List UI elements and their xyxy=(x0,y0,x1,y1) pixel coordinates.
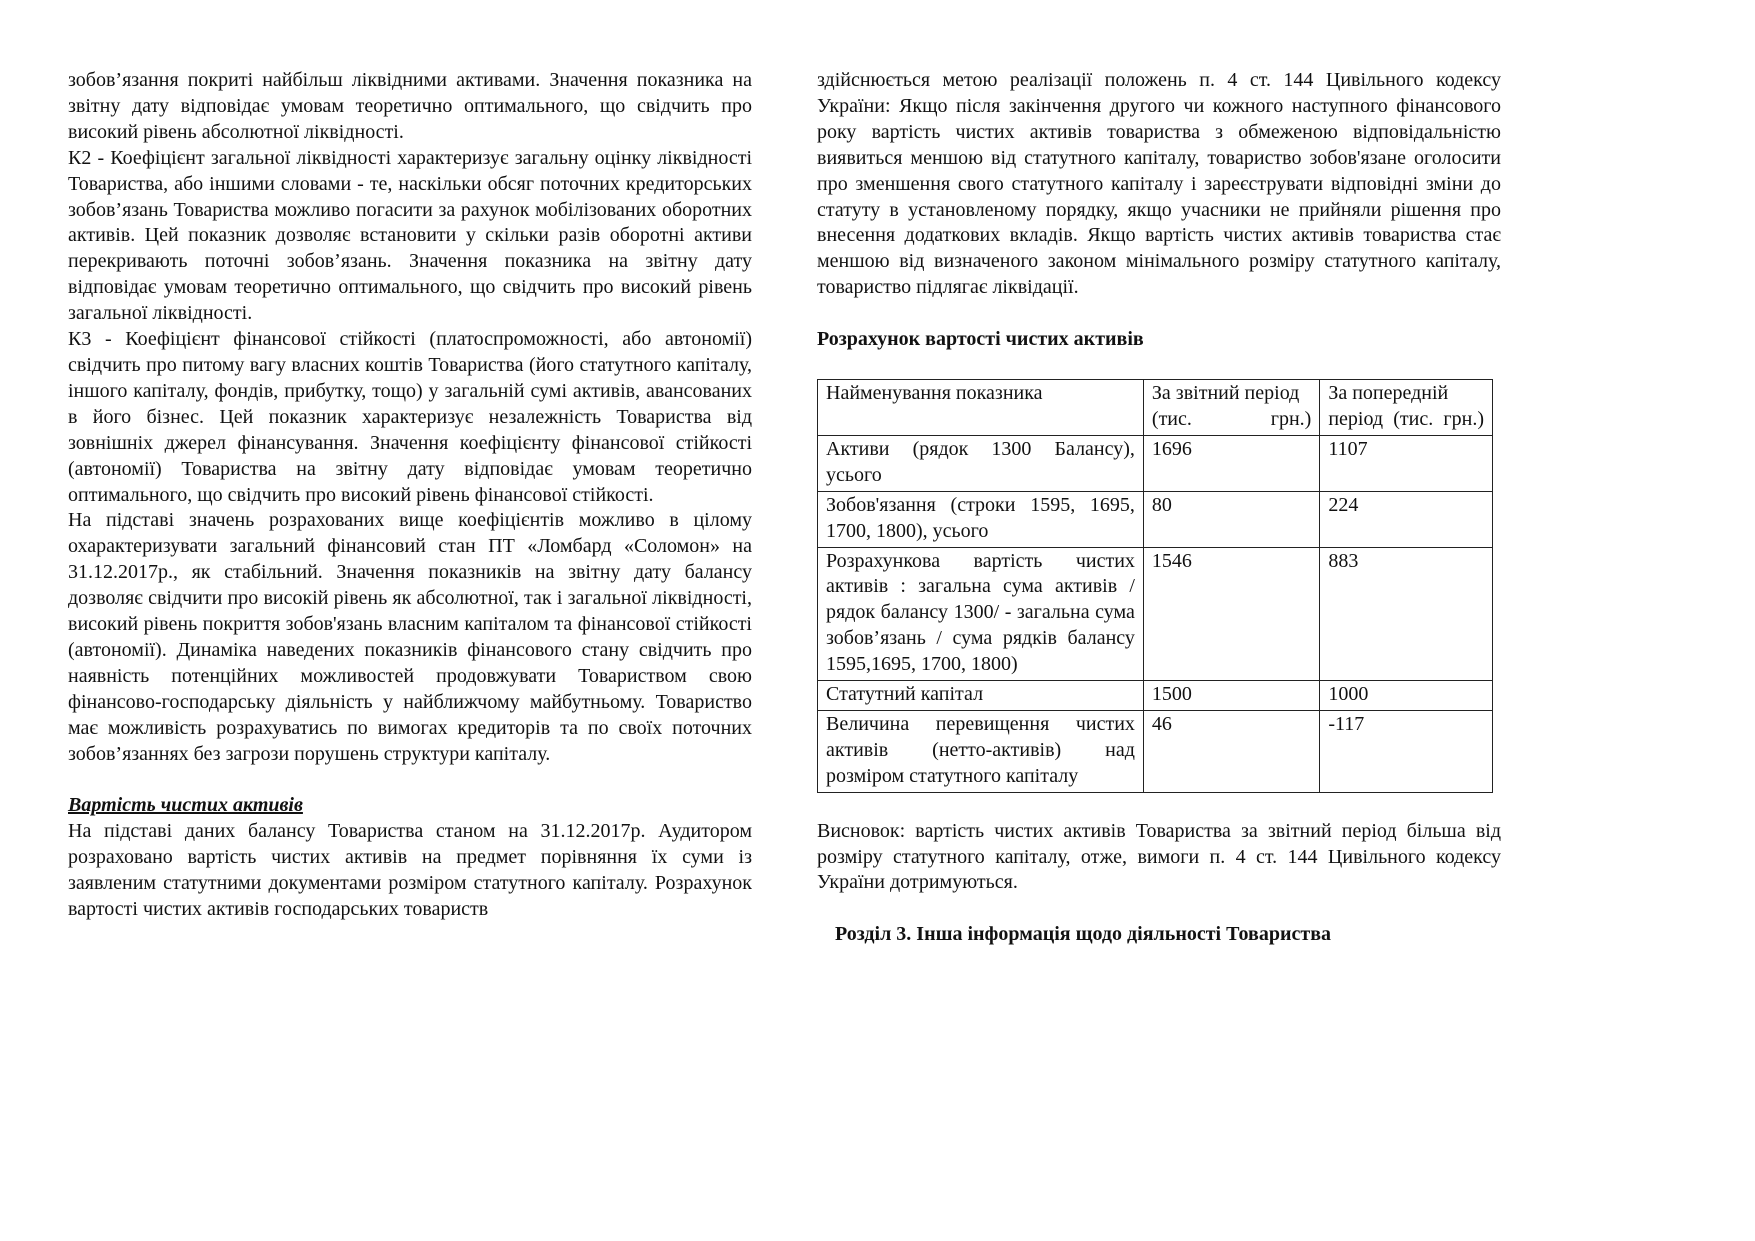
row-current-value: 46 xyxy=(1143,710,1319,792)
table-row xyxy=(818,547,1493,681)
row-previous-value: 1107 xyxy=(1320,435,1493,491)
row-name: Активи (рядок 1300 Балансу), усього xyxy=(818,435,1144,491)
row-name: Розрахункова вартість чистих активів : загальна сума активів / рядок балансу 1300/ - загальна сума зобов’язань / сума рядків балансу 1595,1695, 1700, 1800) xyxy=(818,547,1144,681)
header-indicator-name: Найменування показника xyxy=(818,380,1144,436)
row-previous-value: 883 xyxy=(1320,547,1493,681)
paragraph-liquidity-absolute: зобов’язання покриті найбільш ліквідними активами. Значення показника на звітну дату відповідає умовам теоретично оптимального, що свідчить про високий рівень абсолютної ліквідності. xyxy=(68,69,752,143)
row-previous-value: -117 xyxy=(1320,710,1493,792)
row-current-value: 1546 xyxy=(1143,547,1319,681)
paragraph-k2: К2 - Коефіцієнт загальної ліквідності характеризує загальну оцінку ліквідності Товариства, або іншими словами - те, наскільки обсяг поточних кредиторських зобов’язань Товариства можливо погасити за рахунок мобілізованих оборотних активів. Цей показник дозволяє встановити у скільки разів оборотні активи перекривають поточні зобов’язань. Значення показника на звітну дату відповідає умовам теоретично оптимального, що свідчить про високий рівень загальної ліквідності. xyxy=(68,146,752,325)
row-name: Статутний капітал xyxy=(818,681,1144,711)
paragraph-financial-state: На підставі значень розрахованих вище коефіцієнтів можливо в цілому охарактеризувати загальний фінансовий стан ПТ «Ломбард «Соломон» на 31.12.2017р., як стабільний. Значення показників на звітну дату балансу дозволяє свідчити про високій рівень як абсолютної, так і загальної ліквідності, високий рівень покриття зобов'язань власним капіталом та фінансової стійкості (автономії). Динаміка наведених показників фінансового стану свідчить про наявність потенційних можливостей продовжувати Товариством свою фінансово-господарську діяльність у найближчому майбутньому. Товариство має можливість розрахуватись по вимогах кредиторів та по своїх поточних зобов’язаннях без загрози порушень структури капіталу. xyxy=(68,509,752,765)
header-current-period: За звітний період (тис. грн.) xyxy=(1143,380,1319,436)
table-title: Розрахунок вартості чистих активів xyxy=(817,328,1144,351)
heading-net-assets: Вартість чистих активів xyxy=(68,794,303,817)
paragraph-conclusion: Висновок: вартість чистих активів Товариства за звітний період більша від розміру статутного капіталу, отже, вимоги п. 4 ст. 144 Цивільного кодексу України дотримуються. xyxy=(817,819,1501,894)
right-column xyxy=(817,68,1501,948)
row-current-value: 1500 xyxy=(1143,681,1319,711)
paragraph-k3: К3 - Коефіцієнт фінансової стійкості (платоспроможності, або автономії) свідчить про питому вагу власних коштів Товариства (його статутного капіталу, іншого капіталу, фондів, прибутку, тощо) у загальній сумі активів, авансованих в його бізнес. Цей показник характеризує незалежність Товариства від зовнішніх джерел фінансування. Значення коефіцієнту фінансової стійкості (автономії) Товариства на звітну дату відповідає умовам теоретично оптимального, що свідчить про високий рівень фінансової стійкості. xyxy=(68,328,752,506)
row-name: Зобов'язання (строки 1595, 1695, 1700, 1800), усього xyxy=(818,491,1144,547)
table-row xyxy=(818,710,1493,792)
net-assets-table xyxy=(817,379,1493,793)
section-3-title: Розділ 3. Інша інформація щодо діяльності Товариства xyxy=(835,923,1331,946)
table-row xyxy=(818,491,1493,547)
table-row xyxy=(818,435,1493,491)
row-current-value: 80 xyxy=(1143,491,1319,547)
row-current-value: 1696 xyxy=(1143,435,1319,491)
header-previous-period: За попередній період (тис. грн.) xyxy=(1320,380,1493,436)
paragraph-civil-code: здійснюється метою реалізації положень п. 4 ст. 144 Цивільного кодексу України: Якщо після закінчення другого чи кожного наступного фінансового року вартість чистих активів товариства з обмеженою відповідальністю виявиться меншою від статутного капіталу, товариство зобов'язане оголосити про зменшення свого статутного капіталу і зареєструвати відповідні зміни до статуту в установленому порядку, якщо учасники не прийняли рішення про внесення додаткових вкладів. Якщо вартість чистих активів товариства стає меншою від визначеного законом мінімального розміру статутного капіталу, товариство підлягає ліквідації. xyxy=(817,69,1501,299)
paragraph-net-assets-intro: На підставі даних балансу Товариства станом на 31.12.2017р. Аудитором розраховано вартість чистих активів на предмет порівняння їх суми із заявленим статутними документами розміром статутного капіталу. Розрахунок вартості чистих активів господарських товариств xyxy=(68,820,752,921)
row-name: Величина перевищення чистих активів (нетто-активів) над розміром статутного капіталу xyxy=(818,710,1144,792)
left-column xyxy=(68,68,752,923)
table-header-row xyxy=(818,380,1493,436)
row-previous-value: 224 xyxy=(1320,491,1493,547)
row-previous-value: 1000 xyxy=(1320,681,1493,711)
table-row xyxy=(818,681,1493,711)
